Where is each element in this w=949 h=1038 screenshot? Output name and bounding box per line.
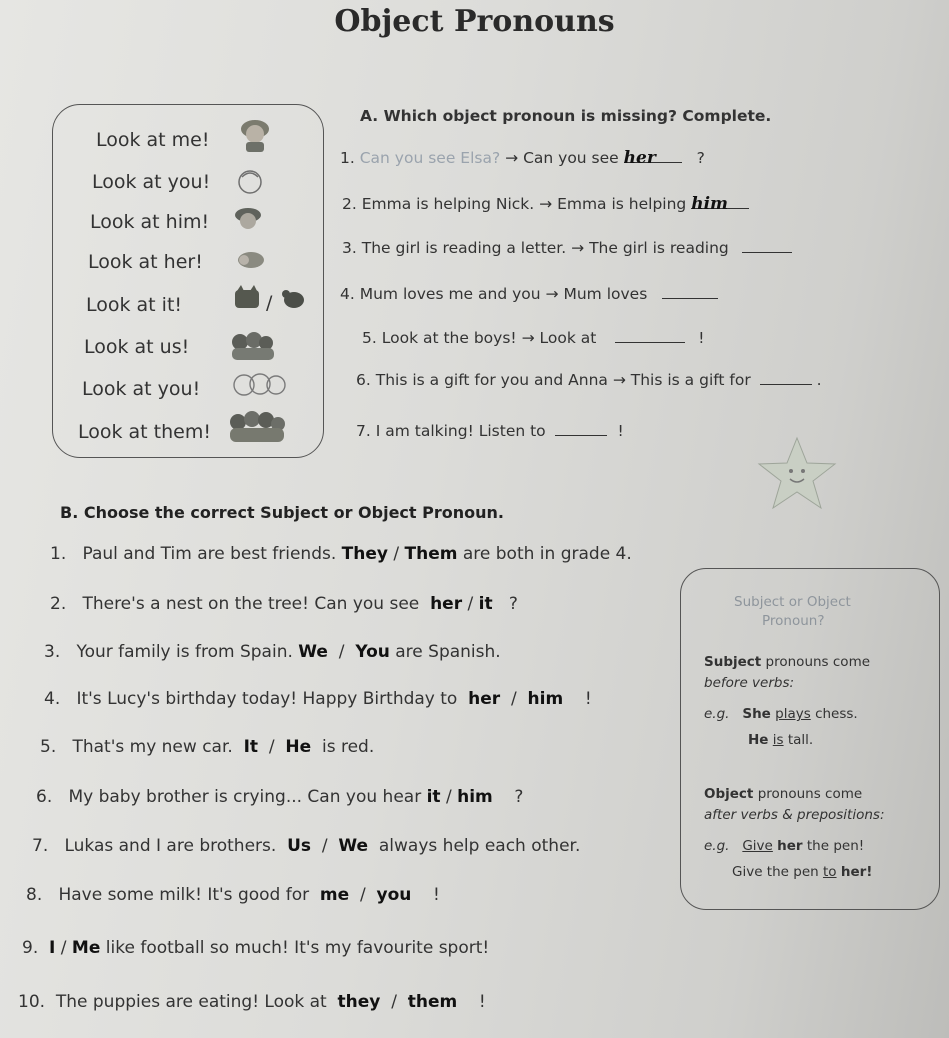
question-tail: Can you see <box>523 149 619 167</box>
question-tail: This is a gift for <box>630 371 751 389</box>
option-separator: / <box>393 544 400 564</box>
tip-subject-line2: before verbs: <box>704 675 795 691</box>
question-a6 <box>356 370 822 389</box>
question-number: 3. <box>342 239 357 257</box>
look-at-box <box>52 104 324 458</box>
arrow-icon: → <box>539 195 553 213</box>
look-line-1: Look at me! <box>96 129 210 151</box>
crowd-icon <box>226 410 288 446</box>
boy-face-icon <box>232 205 264 233</box>
item-before: Your family is from Spain. <box>76 642 293 662</box>
tip-object-rest: pronouns come <box>757 786 863 802</box>
eg-rest: the pen! <box>806 838 865 854</box>
option-1[interactable]: they <box>337 992 381 1012</box>
tip-title-line2: Pronoun? <box>762 613 825 629</box>
question-number: 2. <box>342 195 357 213</box>
handwritten-answer: him <box>691 194 729 214</box>
question-prompt: The girl is reading a letter. <box>361 239 567 257</box>
question-a3 <box>342 238 792 257</box>
item-b9 <box>22 938 489 958</box>
look-line-5: Look at it! <box>86 294 183 316</box>
item-before: Have some milk! It's good for <box>58 885 310 905</box>
question-number: 1. <box>340 149 355 167</box>
item-after: ! <box>478 992 486 1012</box>
eg-rest: tall. <box>787 732 814 748</box>
look-line-4: Look at her! <box>88 251 203 273</box>
children-icon <box>230 370 288 400</box>
child-face-icon <box>234 167 266 197</box>
eg-pronoun: He <box>748 732 769 748</box>
question-prompt: Mum loves me and you <box>359 285 541 303</box>
option-separator: / <box>321 836 328 856</box>
option-1[interactable]: It <box>243 737 259 757</box>
section-a-heading: A. Which object pronoun is missing? Complete. <box>360 107 772 125</box>
option-1[interactable]: Us <box>287 836 312 856</box>
eg-label: e.g. <box>704 838 730 854</box>
tip-subject-word: Subject <box>704 654 762 670</box>
question-number: 5. <box>362 329 377 347</box>
question-end: . <box>816 371 822 389</box>
tip-subject-rule <box>704 654 870 670</box>
option-2[interactable]: He <box>285 737 312 757</box>
item-b6 <box>36 787 523 807</box>
item-after: ? <box>508 594 518 614</box>
question-prompt: Emma is helping Nick. <box>361 195 535 213</box>
eg-pronoun: She <box>742 706 771 722</box>
eg-label: e.g. <box>704 706 730 722</box>
answer-blank[interactable] <box>742 238 792 253</box>
option-2[interactable]: it <box>478 594 493 614</box>
tip-object-line2: after verbs & prepositions: <box>704 807 885 823</box>
option-2[interactable]: Them <box>404 544 458 564</box>
item-b8 <box>26 885 440 905</box>
star-icon <box>756 436 838 510</box>
eg-verb: is <box>772 732 784 748</box>
option-1[interactable]: her <box>468 689 501 709</box>
item-number: 6. <box>36 787 53 807</box>
option-2[interactable]: Me <box>71 938 101 958</box>
item-b1 <box>50 544 632 564</box>
girl-profile-icon <box>234 248 268 272</box>
tip-subject-rest: pronouns come <box>765 654 871 670</box>
arrow-icon: → <box>505 149 519 167</box>
item-b10 <box>18 992 486 1012</box>
question-prompt: Look at the boys! <box>381 329 517 347</box>
eg-preposition: to <box>822 864 837 880</box>
item-b7 <box>32 836 580 856</box>
option-separator: / <box>338 642 345 662</box>
question-tail: The girl is reading <box>589 239 729 257</box>
item-after: are Spanish. <box>395 642 501 662</box>
option-1[interactable]: her <box>430 594 463 614</box>
item-after: is red. <box>322 737 375 757</box>
item-before: Paul and Tim are best friends. <box>82 544 337 564</box>
question-prompt: This is a gift for you and Anna <box>375 371 608 389</box>
arrow-icon: → <box>571 239 585 257</box>
item-after: ! <box>433 885 440 905</box>
tip-example-4 <box>732 864 872 880</box>
option-separator: / <box>467 594 474 614</box>
option-2[interactable]: him <box>457 787 493 807</box>
item-b5 <box>40 737 374 757</box>
question-number: 7. <box>356 422 371 440</box>
option-separator: / <box>268 737 275 757</box>
question-tail: Look at <box>539 329 597 347</box>
arrow-icon: → <box>521 329 535 347</box>
option-1[interactable]: I <box>49 938 56 958</box>
look-separator: / <box>266 292 273 314</box>
question-a1 <box>340 148 705 167</box>
question-end: ! <box>617 422 624 440</box>
group-icon <box>228 330 276 362</box>
item-number: 3. <box>44 642 61 662</box>
item-before: That's my new car. <box>72 737 233 757</box>
option-separator: / <box>60 938 67 958</box>
item-before: There's a nest on the tree! Can you see <box>82 594 420 614</box>
option-separator: / <box>359 885 366 905</box>
item-b3 <box>44 642 501 662</box>
item-before: My baby brother is crying... Can you hear <box>68 787 422 807</box>
item-number: 5. <box>40 737 57 757</box>
option-2[interactable]: We <box>338 836 369 856</box>
eg-rest: chess. <box>815 706 858 722</box>
item-number: 7. <box>32 836 49 856</box>
item-number: 8. <box>26 885 43 905</box>
handwritten-answer: her <box>623 148 656 168</box>
option-separator: / <box>510 689 517 709</box>
item-before: The puppies are eating! Look at <box>55 992 327 1012</box>
question-number: 6. <box>356 371 371 389</box>
option-1[interactable]: me <box>319 885 350 905</box>
tip-example-1 <box>704 706 858 722</box>
question-a7 <box>356 421 624 440</box>
item-before: It's Lucy's birthday today! Happy Birthday to <box>76 689 458 709</box>
answer-blank[interactable] <box>662 284 718 299</box>
option-2[interactable]: him <box>527 689 564 709</box>
option-2[interactable]: them <box>407 992 458 1012</box>
question-a2 <box>342 194 749 213</box>
answer-blank[interactable] <box>760 370 812 385</box>
item-after: are both in grade 4. <box>462 544 632 564</box>
question-end: ! <box>698 329 705 347</box>
girl-face-icon <box>232 116 278 154</box>
look-line-7: Look at you! <box>82 378 201 400</box>
look-line-8: Look at them! <box>78 421 211 443</box>
question-prompt: I am talking! Listen to <box>375 422 546 440</box>
option-1[interactable]: We <box>298 642 328 662</box>
eg-start: Give the pen <box>732 864 819 880</box>
section-b-heading: B. Choose the correct Subject or Object Pronoun. <box>60 503 504 522</box>
page-title: Object Pronouns <box>334 4 615 39</box>
item-b2 <box>50 594 518 614</box>
item-number: 1. <box>50 544 67 564</box>
tip-object-word: Object <box>704 786 754 802</box>
option-separator: / <box>391 992 397 1012</box>
option-separator: / <box>445 787 452 807</box>
question-prompt: Can you see Elsa? <box>359 149 501 167</box>
answer-blank[interactable] <box>555 421 607 436</box>
tip-example-2 <box>748 732 813 748</box>
item-number: 2. <box>50 594 67 614</box>
question-number: 4. <box>340 285 355 303</box>
eg-pronoun: her <box>777 838 803 854</box>
option-1[interactable]: it <box>426 787 441 807</box>
eg-verb: Give <box>742 838 773 854</box>
question-a5 <box>362 328 704 347</box>
look-line-6: Look at us! <box>84 336 190 358</box>
tip-example-3 <box>704 838 864 854</box>
option-2[interactable]: you <box>376 885 412 905</box>
question-tail: Mum loves <box>563 285 648 303</box>
tip-object-rule <box>704 786 862 802</box>
option-2[interactable]: You <box>355 642 390 662</box>
item-number: 9. <box>22 938 39 958</box>
question-end: ? <box>696 149 705 167</box>
question-a4 <box>340 284 718 303</box>
arrow-icon: → <box>545 285 559 303</box>
answer-blank[interactable] <box>615 328 685 343</box>
answer-blank[interactable] <box>623 148 682 168</box>
look-line-2: Look at you! <box>92 171 211 193</box>
eg-verb: plays <box>775 706 811 722</box>
question-tail: Emma is helping <box>557 195 687 213</box>
answer-blank[interactable] <box>691 194 749 214</box>
item-before: Lukas and I are brothers. <box>64 836 277 856</box>
option-1[interactable]: They <box>341 544 388 564</box>
eg-pronoun: her! <box>840 864 873 880</box>
item-number: 10. <box>18 992 46 1012</box>
item-after: always help each other. <box>378 836 581 856</box>
cat-icon <box>232 285 262 311</box>
item-after: ! <box>584 689 592 709</box>
item-number: 4. <box>44 689 61 709</box>
arrow-icon: → <box>612 371 626 389</box>
item-b4 <box>44 689 592 709</box>
tip-title-line1: Subject or Object <box>734 594 851 610</box>
item-after: like football so much! It's my favourite sport! <box>105 938 490 958</box>
item-after: ? <box>514 787 524 807</box>
dog-icon <box>280 287 306 311</box>
look-line-3: Look at him! <box>90 211 210 233</box>
